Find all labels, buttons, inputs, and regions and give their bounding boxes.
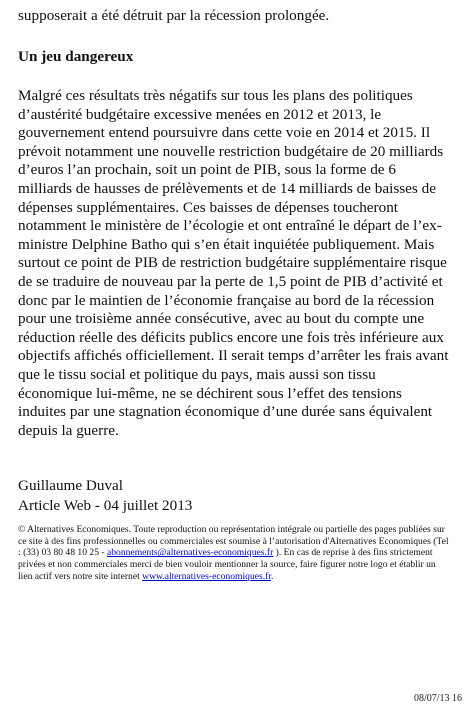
article-source-date: Article Web - 04 juillet 2013 bbox=[18, 497, 193, 515]
copyright-text-3: . bbox=[271, 570, 274, 582]
copyright-text-1: © Alternatives Economiques. Toute reproduction ou représentation intégrale ou partielle des pages publiées sur ce site à des fins professionnelles ou commerciales est soumise à l’autorisation d'Alternatives Economiques (Tel : (33) 03 80 48 10 25 - bbox=[18, 524, 449, 559]
section-heading: Un jeu dangereux bbox=[18, 48, 134, 65]
page-timestamp: 08/07/13 16 bbox=[413, 693, 462, 704]
lead-line: supposerait a été détruit par la récession prolongée. bbox=[18, 7, 330, 24]
article-body-paragraph: Malgré ces résultats très négatifs sur tous les plans des politiques d’austérité budgétaire excessive menées en 2012 et 2013, le gouvernement entend poursuivre dans cette voie en 2014 et 2015. Il prévoit notamment une nouvelle restriction budgétaire de 20 milliards d’euros l’an prochain, soit un point de PIB, sous la forme de 6 milliards de hausses de prélèvements et de 14 milliards de baisses de dépenses supplémentaires. Ces baisses de dépenses toucheront notamment le ministère de l’écologie et ont entraîné le départ de l’ex-ministre Delphine Batho qui s’en était inquiétée publiquement. Mais surtout ce point de PIB de restriction budgétaire supplémentaire risque de se traduire de nouveau par la perte de 1,5 point de PIB d’activité et donc par le maintien de l’économie française au bord de la récession pour une troisième année consécutive, avec au bout du compte une réduction réelle des déficits publics encore une fois très inférieure aux objectifs affichés officiellement. Il serait temps d’arrêter les frais avant que le tissu social et politique du pays, mais aussi son tissu économique lui-même, ne se déchirent sous l’effet des tensions induites par une stagnation économique d’une durée sans équivalent depuis la guerre. bbox=[18, 87, 449, 439]
website-link[interactable]: www.alternatives-economiques.fr bbox=[142, 570, 271, 582]
copyright-notice bbox=[18, 524, 450, 582]
signature-block bbox=[18, 476, 450, 516]
author-name: Guillaume Duval bbox=[18, 477, 124, 495]
email-link[interactable]: abonnements@alternatives-economiques.fr bbox=[107, 547, 274, 559]
copyright-text-2: ). En cas de reprise à des fins strictement privées et non commerciales merci de bien vouloir mentionner la source, faire figurer notre logo et établir un lien actif vers notre site internet bbox=[18, 547, 436, 582]
article-page bbox=[18, 0, 450, 582]
